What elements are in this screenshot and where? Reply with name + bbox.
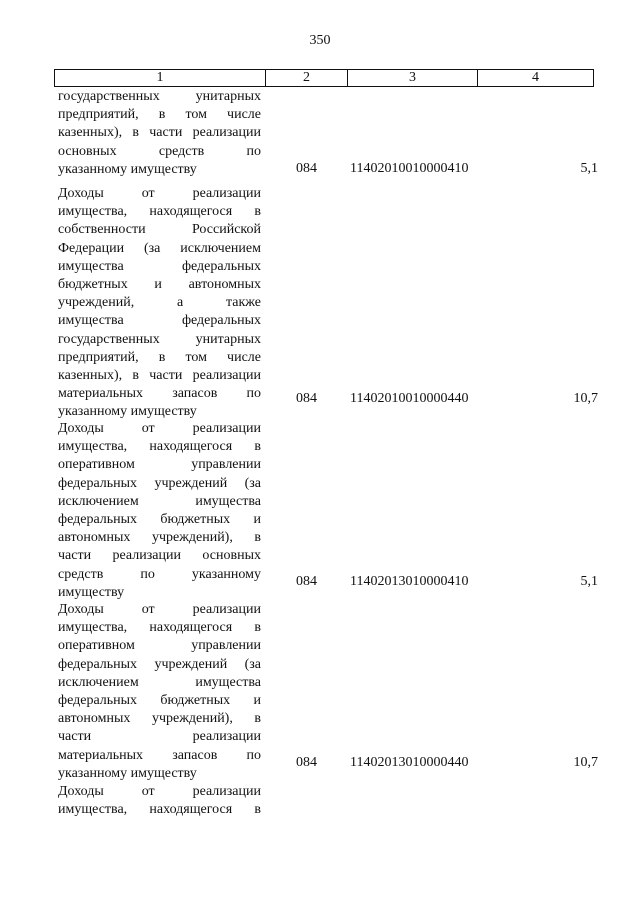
description-line: материальных запасов по [58,386,261,402]
row-description [58,88,261,179]
amount: 5,1 [580,574,598,589]
kbk-code: 11402013010000440 [350,755,469,770]
row-description [58,783,261,819]
admin-code: 084 [296,391,317,406]
description-line: имущества, находящегося в [58,802,261,818]
description-line: материальных запасов по [58,747,261,763]
description-line: Доходы от реализации [58,186,261,201]
header-col-3: 3 [347,70,477,86]
row-description [58,185,261,421]
description-line: бюджетных и автономных [58,276,261,292]
description-line: имущества федеральных [58,258,261,274]
description-line: предприятий, в том числе [58,349,261,365]
header-col-4: 4 [477,70,593,86]
row-description [58,601,261,783]
description-line: указанному имуществу [58,161,197,177]
admin-code: 084 [296,755,317,770]
description-line: автономных учреждений), в [58,530,261,546]
description-line: государственных унитарных [58,89,261,104]
description-line: части реализации [58,729,261,745]
header-col-2: 2 [265,70,347,86]
description-line: имущества, находящегося в [58,204,261,220]
row-description [58,420,261,602]
description-line: имущества, находящегося в [58,620,261,636]
page-number: 350 [309,33,331,48]
description-line: исключением имущества [58,674,261,690]
description-line: Доходы от реализации [58,602,261,617]
description-line: имуществу [58,584,125,600]
description-line: Доходы от реализации [58,421,261,436]
description-line: государственных унитарных [58,331,261,347]
description-line: имущества федеральных [58,313,261,329]
description-line: указанному имуществу [58,404,197,420]
amount: 5,1 [580,161,598,176]
description-line: исключением имущества [58,493,261,509]
description-line: основных средств по [58,143,261,159]
description-line: предприятий, в том числе [58,107,261,123]
description-line: средств по указанному [58,566,261,582]
amount: 10,7 [573,755,598,770]
description-line: имущества, находящегося в [58,439,261,455]
table-header [54,69,594,87]
description-line: Доходы от реализации [58,784,261,799]
description-line: оперативном управлении [58,457,261,473]
header-col-1: 1 [156,70,164,85]
description-line: федеральных учреждений (за [58,656,261,672]
description-line: Федерации (за исключением [58,240,261,256]
description-line: собственности Российской [58,222,261,238]
description-line: автономных учреждений), в [58,711,261,727]
amount: 10,7 [573,391,598,406]
description-line: федеральных бюджетных и [58,511,261,527]
description-line: федеральных учреждений (за [58,475,261,491]
admin-code: 084 [296,161,317,176]
description-line: оперативном управлении [58,638,261,654]
description-line: указанному имуществу [58,765,197,781]
description-line: казенных), в части реализации [58,367,261,383]
description-line: федеральных бюджетных и [58,692,261,708]
description-line: казенных), в части реализации [58,125,261,141]
description-line: учреждений, а также [58,295,261,311]
kbk-code: 11402013010000410 [350,574,469,589]
admin-code: 084 [296,574,317,589]
description-line: части реализации основных [58,548,261,564]
kbk-code: 11402010010000440 [350,391,469,406]
kbk-code: 11402010010000410 [350,161,469,176]
